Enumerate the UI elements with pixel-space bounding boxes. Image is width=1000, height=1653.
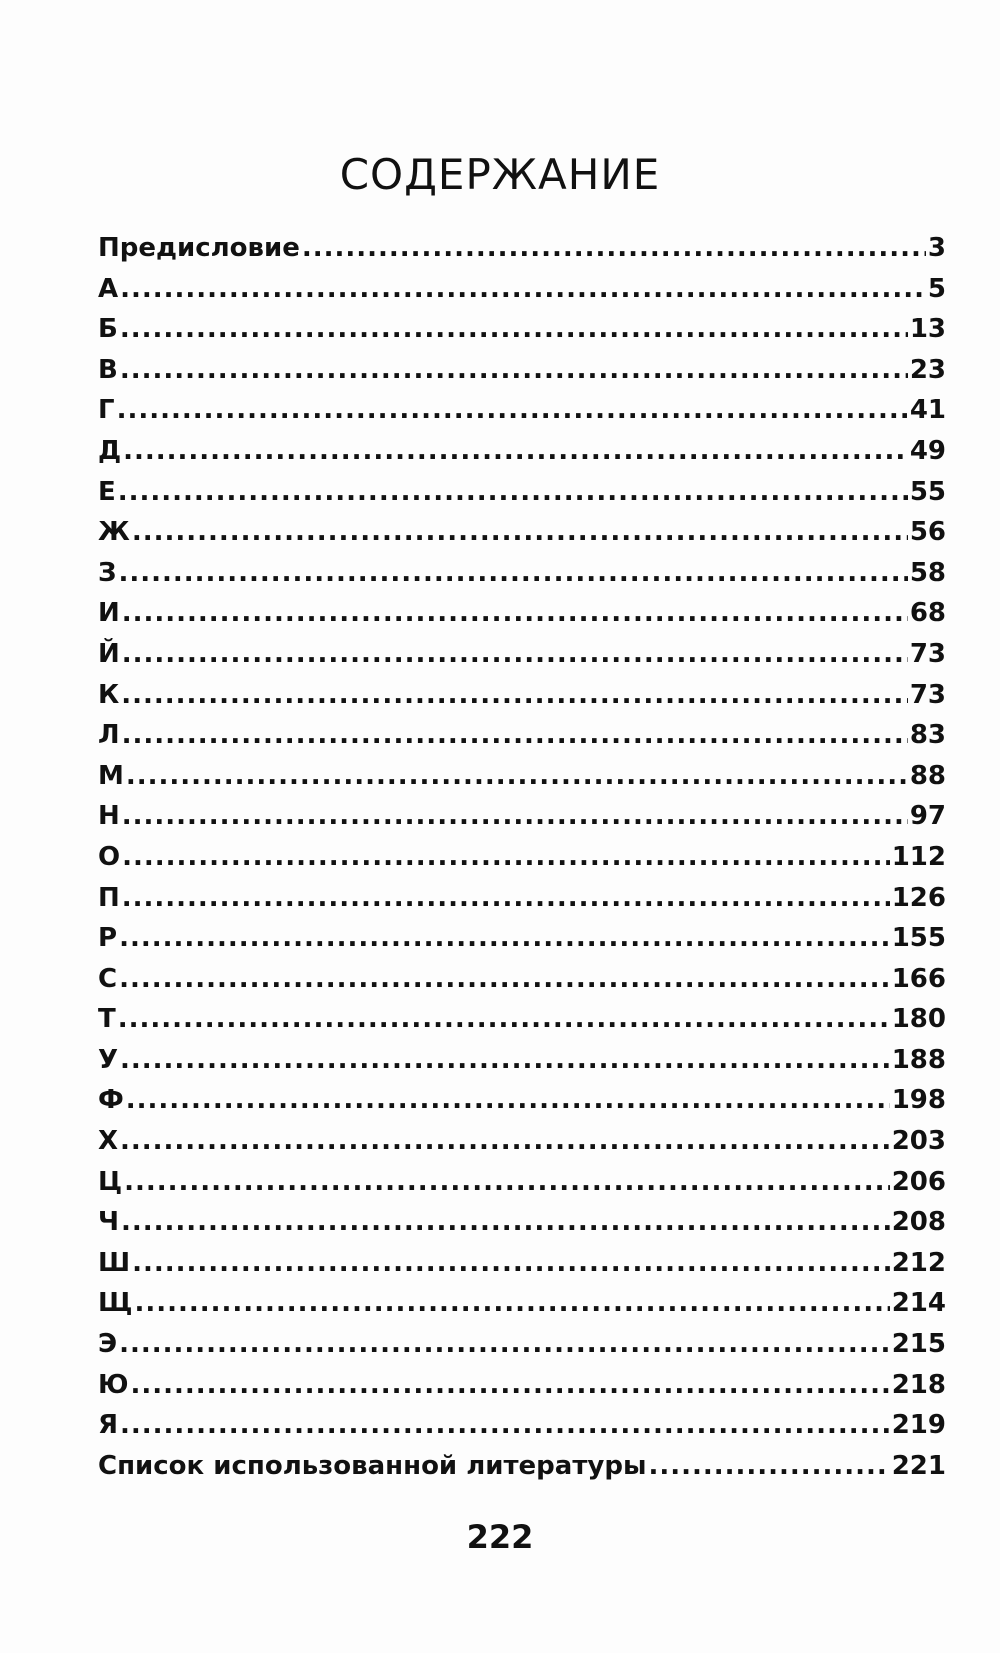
toc-entry [98,634,946,675]
toc-leader-dots [126,1080,890,1121]
toc-entry [98,228,946,269]
toc-leader-dots [648,1446,889,1487]
toc-entry [98,472,946,513]
toc-leader-dots [119,918,890,959]
toc-entry [98,1202,946,1243]
toc-entry [98,1162,946,1203]
toc-entry-label: Е [98,476,116,507]
toc-entry-label: Ф [98,1085,124,1116]
toc-entry-label: Р [98,923,118,954]
toc-entry-page: 180 [891,1004,946,1035]
toc-entry [98,512,946,553]
toc-entry [98,1446,946,1487]
toc-leader-dots [120,1121,890,1162]
toc-entry [98,1365,946,1406]
toc-entry-label: Т [98,1004,116,1035]
toc-entry-label: У [98,1044,119,1075]
toc-entry [98,1080,946,1121]
toc-entry [98,878,946,919]
toc-entry [98,837,946,878]
toc-entry-label: В [98,354,118,385]
toc-entry-label: А [98,273,119,304]
toc-entry-label: Список использованной литературы [98,1450,647,1481]
toc-entry-page: 221 [891,1450,946,1481]
toc-leader-dots [302,228,926,269]
toc-entry-page: 5 [927,273,946,304]
toc-entry-page: 218 [891,1369,946,1400]
toc-entry [98,1243,946,1284]
toc-leader-dots [131,1365,890,1406]
toc-entry [98,1040,946,1081]
toc-entry-label: Й [98,638,120,669]
toc-entry [98,1283,946,1324]
toc-entry-page: 188 [891,1044,946,1075]
toc-leader-dots [123,431,908,472]
toc-entry-label: Э [98,1329,118,1360]
toc-entry-label: Предисловие [98,233,300,263]
toc-leader-dots [122,837,890,878]
toc-entry-page: 49 [909,435,946,466]
toc-entry [98,593,946,634]
toc-entry [98,390,946,431]
toc-entry-label: Г [98,395,115,426]
toc-entry-label: М [98,760,124,791]
toc-entry [98,959,946,1000]
toc-leader-dots [134,1283,889,1324]
toc-leader-dots [121,675,908,716]
toc-leader-dots [132,1243,890,1284]
toc-entry-page: 68 [909,598,946,629]
toc-entry-page: 13 [909,314,946,345]
toc-leader-dots [120,309,908,350]
toc-entry-label: Ч [98,1207,120,1238]
toc-entry-page: 73 [909,679,946,710]
toc-entry-page: 214 [891,1288,946,1319]
toc-entry-page: 58 [909,557,946,588]
toc-leader-dots [122,634,908,675]
toc-entry-label: Б [98,314,118,345]
toc-entry-page: 97 [909,801,946,832]
toc-entry-page: 212 [891,1247,946,1278]
toc-entry [98,269,946,310]
toc-entry-label: З [98,557,117,588]
toc-leader-dots [120,269,926,310]
toc-entry-page: 206 [891,1166,946,1197]
toc-entry-page: 55 [909,476,946,507]
toc-leader-dots [118,553,907,594]
toc-entry-page: 41 [909,395,946,426]
toc-entry-label: Ц [98,1166,123,1197]
toc-entry-label: С [98,963,118,994]
toc-entry [98,756,946,797]
toc-entry-label: Ж [98,517,130,548]
toc-entry-label: П [98,882,120,913]
toc-entry-page: 23 [909,354,946,385]
toc-entry-page: 83 [909,720,946,751]
toc-entry-label: Щ [98,1288,133,1319]
toc-leader-dots [118,472,908,513]
toc-leader-dots [121,1202,890,1243]
toc-entry-page: 198 [891,1085,946,1116]
toc-entry-page: 88 [909,760,946,791]
toc-entry-page: 73 [909,638,946,669]
toc-leader-dots [117,390,908,431]
toc-leader-dots [120,1405,890,1446]
toc-entry-label: К [98,679,120,710]
toc-entry-label: Ю [98,1369,129,1400]
toc-leader-dots [120,1040,890,1081]
toc-entry-page: 126 [891,882,946,913]
toc-entry-page: 166 [891,963,946,994]
toc-leader-dots [132,512,908,553]
toc-entry-label: О [98,841,121,872]
toc-entry [98,999,946,1040]
toc-entry [98,350,946,391]
toc-leader-dots [124,1162,890,1203]
toc-entry-page: 215 [891,1329,946,1360]
toc-entry-label: Ш [98,1247,131,1278]
toc-entry [98,675,946,716]
toc-leader-dots [122,796,908,837]
table-of-contents [98,228,946,1486]
toc-entry-page: 3 [927,233,946,263]
page-number: 222 [466,1518,534,1556]
toc-entry-page: 208 [891,1207,946,1238]
toc-entry-label: Д [98,435,122,466]
toc-entry-page: 155 [891,923,946,954]
toc-entry-page: 112 [891,841,946,872]
toc-entry-label: Я [98,1410,119,1441]
toc-entry-label: Х [98,1126,119,1157]
toc-entry-page: 203 [891,1126,946,1157]
toc-entry [98,715,946,756]
toc-leader-dots [122,878,890,919]
toc-leader-dots [119,959,890,1000]
toc-leader-dots [126,756,908,797]
toc-entry [98,1121,946,1162]
toc-entry [98,1324,946,1365]
toc-entry [98,796,946,837]
toc-entry-page: 219 [891,1410,946,1441]
toc-leader-dots [122,715,908,756]
toc-entry-page: 56 [909,517,946,548]
toc-entry-label: Н [98,801,120,832]
toc-entry [98,431,946,472]
page-title: СОДЕРЖАНИЕ [339,150,661,200]
toc-leader-dots [118,999,890,1040]
toc-entry [98,309,946,350]
toc-leader-dots [122,593,908,634]
toc-entry [98,918,946,959]
toc-leader-dots [119,1324,890,1365]
toc-entry-label: И [98,598,120,629]
toc-leader-dots [120,350,908,391]
toc-entry-label: Л [98,720,120,751]
toc-entry [98,1405,946,1446]
toc-entry [98,553,946,594]
